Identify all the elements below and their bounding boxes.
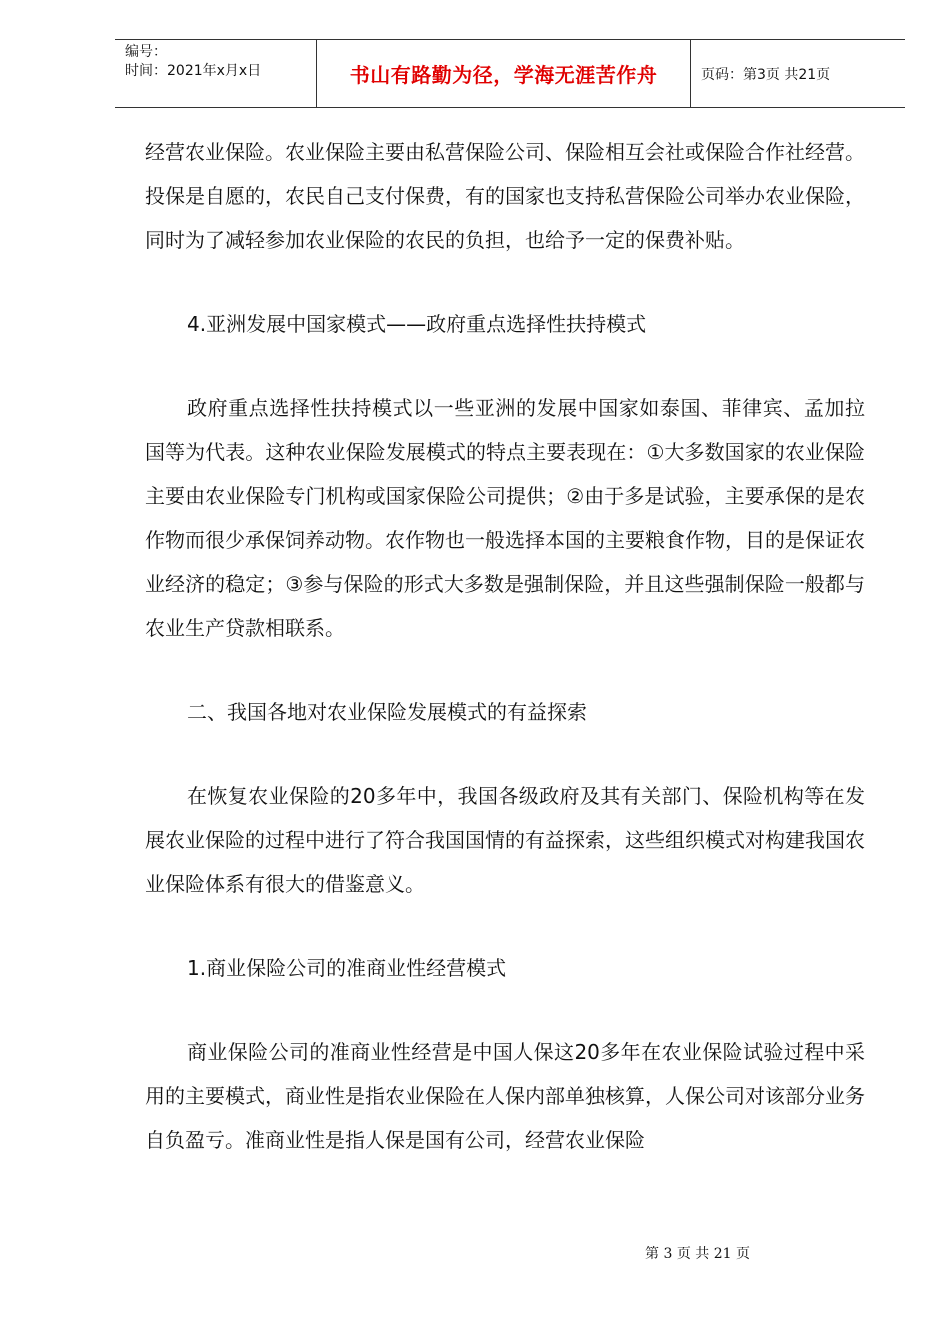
page-footer <box>0 1243 950 1263</box>
header-motto: 书山有路勤为径，学海无涯苦作舟 <box>317 40 691 107</box>
footer-page-number: 第 3 页 共 21 页 <box>645 1246 750 1262</box>
paragraph-1: 经营农业保险。农业保险主要由私营保险公司、保险相互会社或保险合作社经营。投保是自愿的，农民自己支付保费，有的国家也支持私营保险公司举办农业保险，同时为了减轻参加农业保险的农民的负担，也给予一定的保费补贴。 <box>145 140 865 252</box>
time-label: 时间：2021年x月x日 <box>125 63 262 79</box>
header-page-info: 页码：第3页 共21页 <box>701 66 831 83</box>
page-header <box>115 39 905 108</box>
paragraph-4: 商业保险公司的准商业性经营是中国人保这20多年在农业保险试验过程中采用的主要模式，商业性是指农业保险在人保内部单独核算，人保公司对该部分业务自负盈亏。准商业性是指人保是国有公司，经营农业保险 <box>145 1040 865 1152</box>
section-heading-asia-model: 4.亚洲发展中国家模式——政府重点选择性扶持模式 <box>187 312 647 336</box>
header-meta <box>115 40 317 107</box>
section-heading-china-exploration: 二、我国各地对农业保险发展模式的有益探索 <box>187 700 587 724</box>
section-heading-quasi-commercial: 1.商业保险公司的准商业性经营模式 <box>187 956 507 980</box>
document-body <box>145 130 865 1162</box>
paragraph-2: 政府重点选择性扶持模式以一些亚洲的发展中国家如泰国、菲律宾、孟加拉国等为代表。这种农业保险发展模式的特点主要表现在：①大多数国家的农业保险主要由农业保险专门机构或国家保险公司提供；②由于多是试验，主要承保的是农作物而很少承保饲养动物。农作物也一般选择本国的主要粮食作物，目的是保证农业经济的稳定；③参与保险的形式大多数是强制保险，并且这些强制保险一般都与农业生产贷款相联系。 <box>145 396 865 640</box>
serial-label: 编号： <box>125 44 167 60</box>
paragraph-3: 在恢复农业保险的20多年中，我国各级政府及其有关部门、保险机构等在发展农业保险的过程中进行了符合我国国情的有益探索，这些组织模式对构建我国农业保险体系有很大的借鉴意义。 <box>145 784 865 896</box>
